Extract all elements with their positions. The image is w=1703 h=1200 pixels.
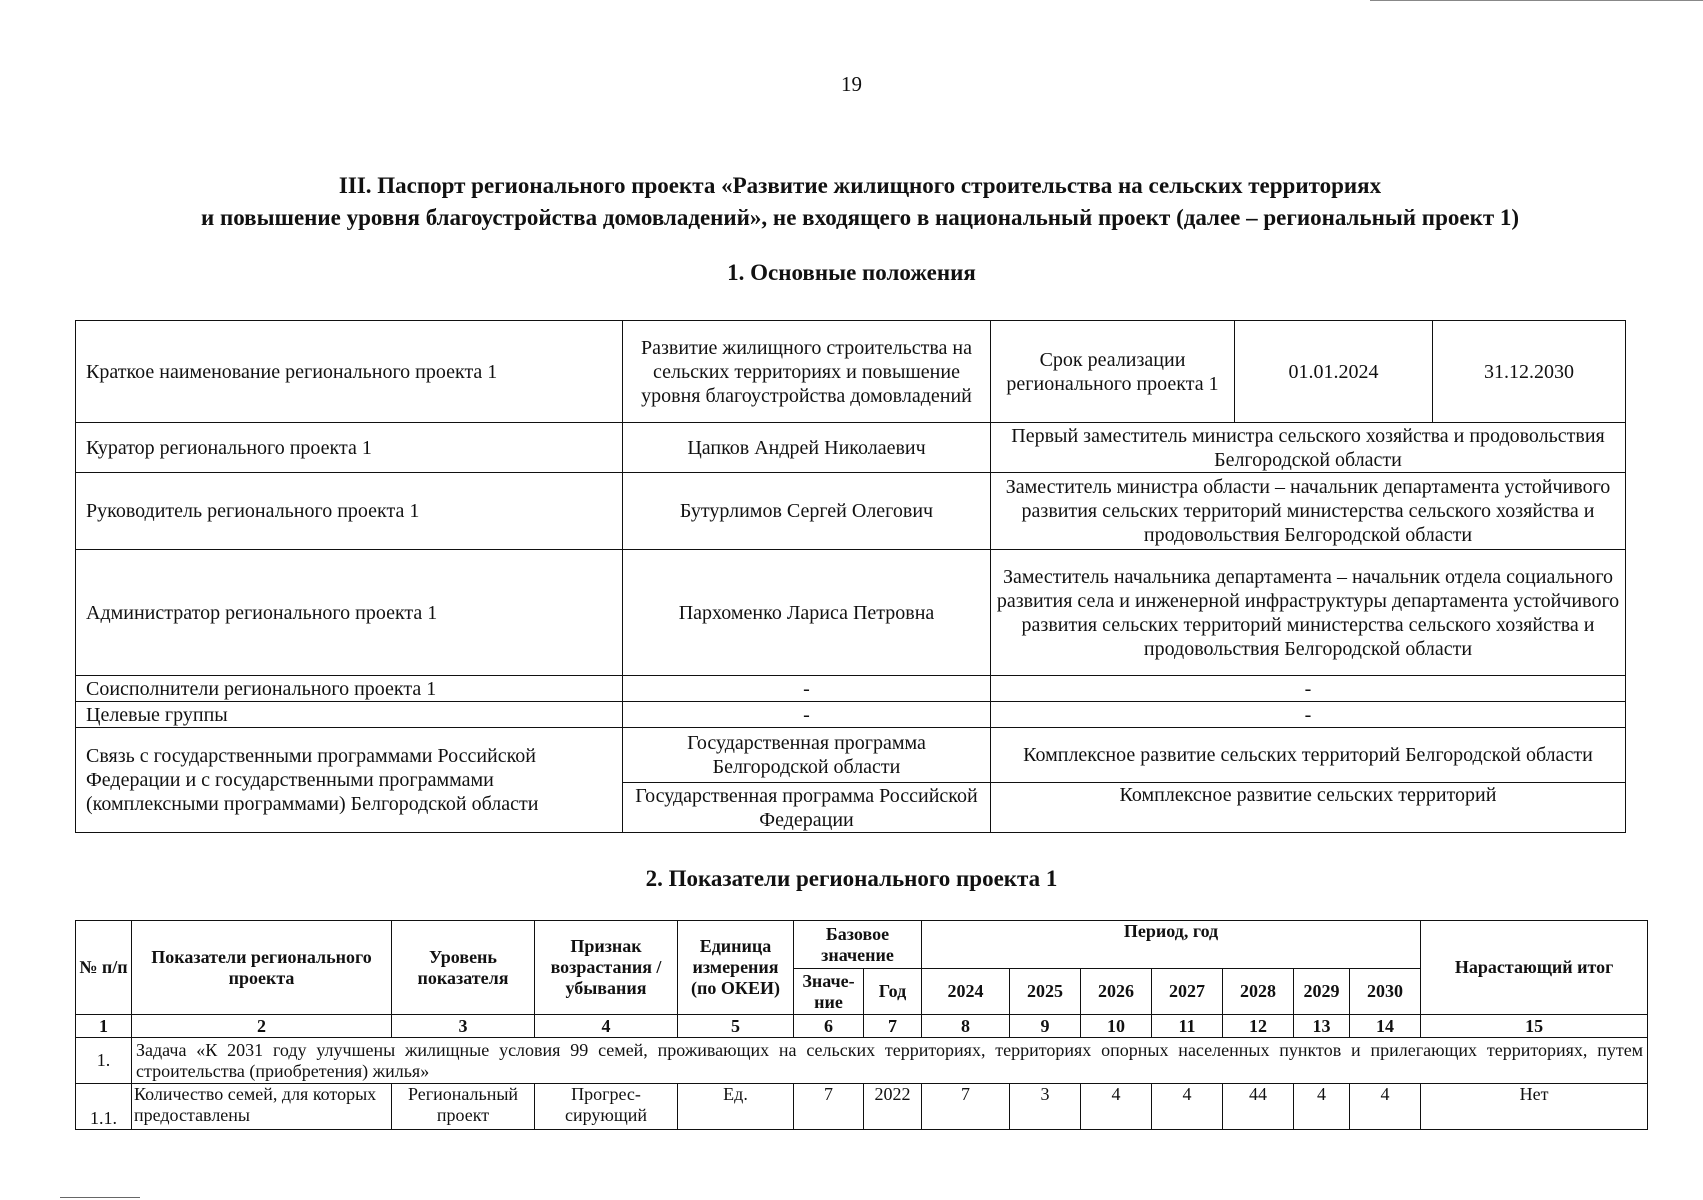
curator-position: Первый заместитель министра сельского хозяйства и продовольствия Белгородской области [991,423,1626,473]
row-value-2028: 44 [1223,1084,1294,1130]
col-header-base-year: Год [864,969,922,1015]
top-edge-line [1370,0,1703,1]
col-number: 10 [1081,1015,1152,1038]
col-header-year: 2027 [1152,969,1223,1015]
row-indicator: Количество семей, для которых предоставлены [132,1084,392,1130]
regional-program-name: Комплексное развитие сельских территорий Белгородской области [991,728,1626,783]
col-header-unit: Единица измерения (по ОКЕИ) [678,921,794,1015]
head-position: Заместитель министра области – начальник департамента устойчивого развития сельских территорий министерства сельского хозяйства и продовольствия Белгородской области [991,473,1626,550]
table-row [76,728,1626,783]
col-header-indicator: Показатели регионального проекта [132,921,392,1015]
target-groups-name: - [623,702,991,728]
title-line-2: и повышение уровня благоустройства домовладений», не входящего в национальный проект (далее – региональный проект 1) [200,205,1520,230]
col-number: 1 [76,1015,132,1038]
col-header-cumulative: Нарастающий итог [1421,921,1648,1015]
table-row [76,1084,1648,1130]
row-base-value: 7 [794,1084,864,1130]
col-header-year: 2029 [1294,969,1350,1015]
col-number: 3 [392,1015,535,1038]
table-row [76,676,1626,702]
row-value-2024: 7 [922,1084,1010,1130]
table-row [76,702,1626,728]
table-row [76,550,1626,676]
table-header-row [76,921,1648,969]
col-header-year: 2028 [1223,969,1294,1015]
col-header-base: Базовое значение [794,921,922,969]
row-value-2029: 4 [1294,1084,1350,1130]
head-label: Руководитель регионального проекта 1 [76,473,623,550]
table-row [76,423,1626,473]
coexecutors-name: - [623,676,991,702]
term-end: 31.12.2030 [1433,321,1626,423]
col-number: 6 [794,1015,864,1038]
coexecutors-label: Соисполнители регионального проекта 1 [76,676,623,702]
row-value-2030: 4 [1350,1084,1421,1130]
col-number: 11 [1152,1015,1223,1038]
col-number: 2 [132,1015,392,1038]
col-number: 4 [535,1015,678,1038]
row-level: Региональный проект [392,1084,535,1130]
row-base-year: 2022 [864,1084,922,1130]
section1-heading: 1. Основные положения [727,260,976,285]
row-trend: Прогрес-сирующий [535,1084,678,1130]
row-number: 1.1. [76,1084,132,1130]
curator-name: Цапков Андрей Николаевич [623,423,991,473]
col-number: 5 [678,1015,794,1038]
table-row [76,321,1626,423]
federal-program-type: Государственная программа Российской Федерации [623,783,991,833]
col-number: 7 [864,1015,922,1038]
term-start: 01.01.2024 [1235,321,1433,423]
col-header-num: № п/п [76,921,132,1015]
task-row [76,1038,1648,1084]
table-row [76,473,1626,550]
col-header-base-value: Значе-ние [794,969,864,1015]
coexecutors-position: - [991,676,1626,702]
col-header-year: 2026 [1081,969,1152,1015]
curator-label: Куратор регионального проекта 1 [76,423,623,473]
column-numbers-row [76,1015,1648,1038]
short-name-value: Развитие жилищного строительства на сельских территориях и повышение уровня благоустройства домовладений [623,321,991,423]
section2-heading: 2. Показатели регионального проекта 1 [645,866,1058,891]
indicators-table [75,920,1648,1130]
col-header-year: 2024 [922,969,1010,1015]
row-value-2026: 4 [1081,1084,1152,1130]
col-number: 12 [1223,1015,1294,1038]
programs-label: Связь с государственными программами Российской Федерации и с государственными программами (комплексными программами) Белгородской области [76,728,623,833]
row-cumulative: Нет [1421,1084,1648,1130]
row-value-2025: 3 [1010,1084,1081,1130]
short-name-label: Краткое наименование регионального проекта 1 [76,321,623,423]
row-value-2027: 4 [1152,1084,1223,1130]
task-number: 1. [76,1038,132,1084]
col-header-year: 2025 [1010,969,1081,1015]
head-name: Бутурлимов Сергей Олегович [623,473,991,550]
target-groups-position: - [991,702,1626,728]
col-number: 9 [1010,1015,1081,1038]
regional-program-type: Государственная программа Белгородской области [623,728,991,783]
col-header-period: Период, год [922,921,1421,969]
main-provisions-table [75,320,1626,833]
task-text: Задача «К 2031 году улучшены жилищные условия 99 семей, проживающих на сельских территориях, территориях опорных населенных пунктов и прилегающих территориях, путем строительства (приобретения) жилья» [132,1038,1648,1084]
document-title [60,170,1660,234]
col-number: 8 [922,1015,1010,1038]
admin-name: Пархоменко Лариса Петровна [623,550,991,676]
col-header-level: Уровень показателя [392,921,535,1015]
target-groups-label: Целевые группы [76,702,623,728]
term-label: Срок реализации регионального проекта 1 [991,321,1235,423]
row-unit: Ед. [678,1084,794,1130]
col-header-trend: Признак возрастания / убывания [535,921,678,1015]
col-number: 14 [1350,1015,1421,1038]
admin-label: Администратор регионального проекта 1 [76,550,623,676]
col-number: 13 [1294,1015,1350,1038]
col-number: 15 [1421,1015,1648,1038]
title-line-1: III. Паспорт регионального проекта «Развитие жилищного строительства на сельских территориях [338,173,1382,198]
col-header-year: 2030 [1350,969,1421,1015]
admin-position: Заместитель начальника департамента – начальник отдела социального развития села и инженерной инфраструктуры департамента устойчивого развития сельских территорий министерства сельского хозяйства и продовольствия Белгородской области [991,550,1626,676]
federal-program-name: Комплексное развитие сельских территорий [991,783,1626,833]
footer-line [60,1197,140,1198]
page-number: 19 [841,72,862,96]
